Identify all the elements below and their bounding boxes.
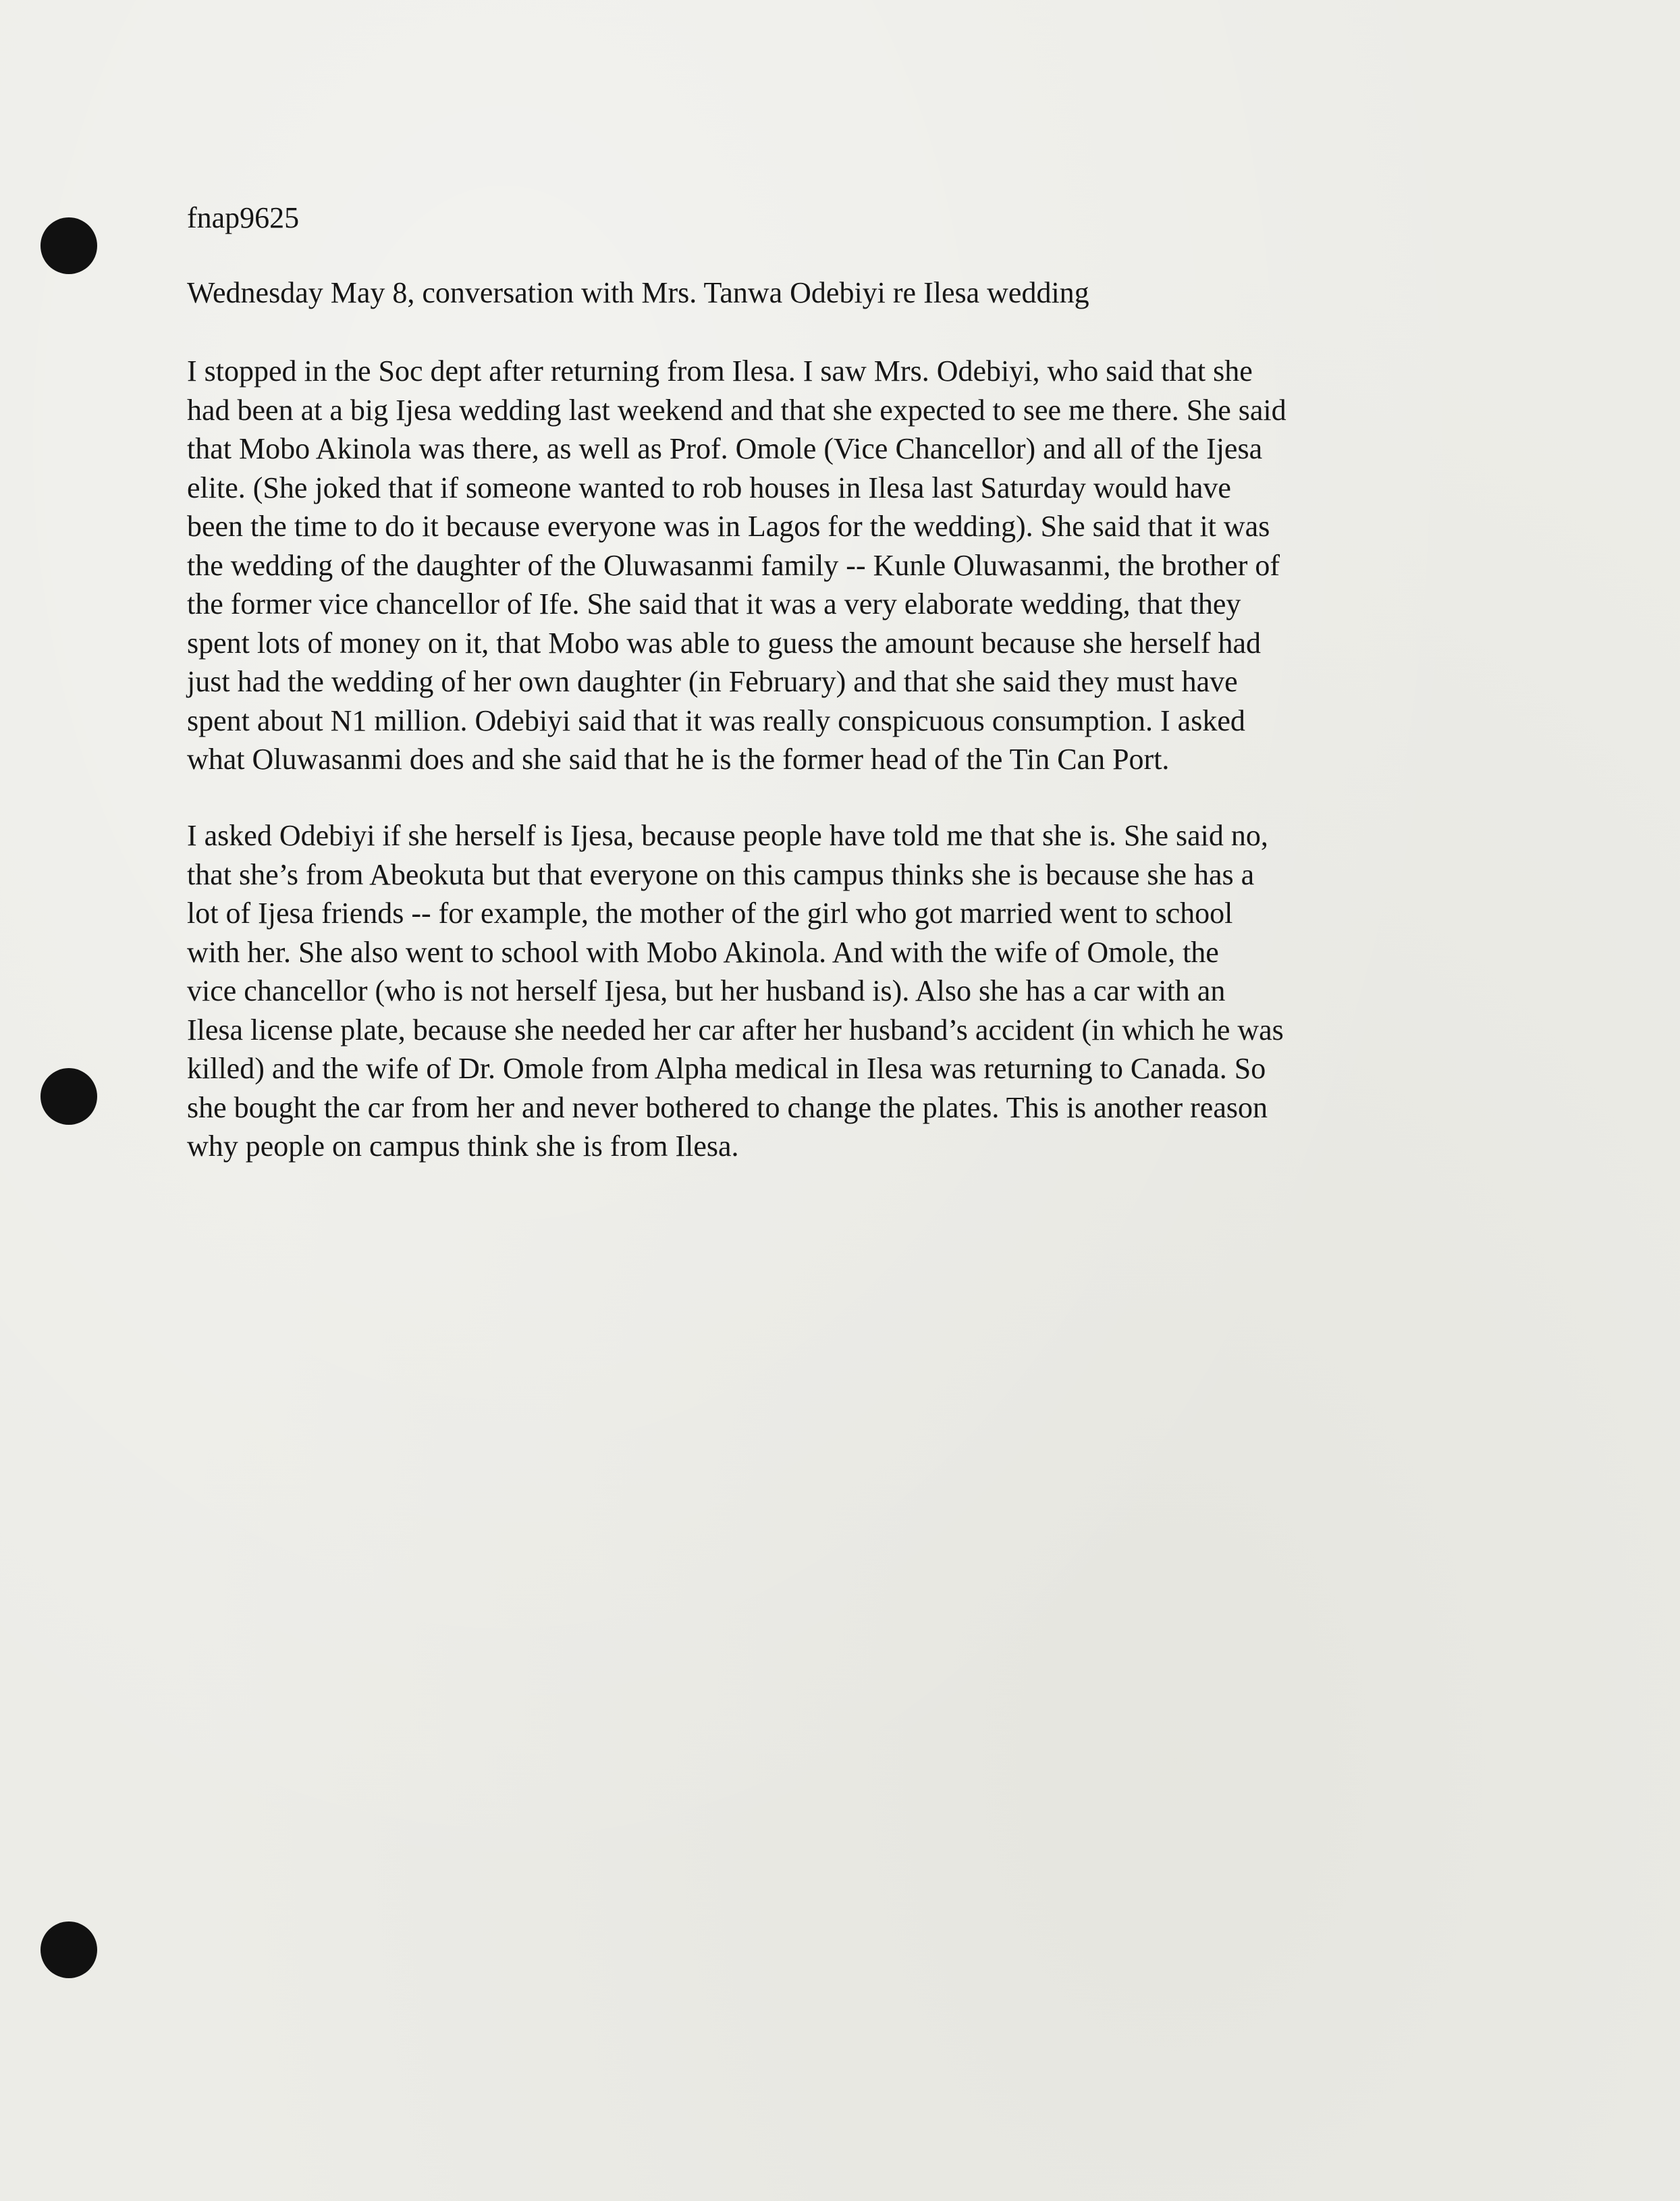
- text-line: spent about N1 million. Odebiyi said that it was really conspicuous consumption. I asked: [187, 704, 1245, 737]
- text-line: spent lots of money on it, that Mobo was able to guess the amount because she herself had: [187, 626, 1261, 660]
- text-line: vice chancellor (who is not herself Ijesa, but her husband is). Also she has a car with an: [187, 974, 1226, 1007]
- text-line: she bought the car from her and never bothered to change the plates. This is another reason: [187, 1090, 1268, 1124]
- text-line: the wedding of the daughter of the Oluwasanmi family -- Kunle Oluwasanmi, the brother of: [187, 548, 1280, 582]
- punch-hole-middle: [40, 1068, 97, 1125]
- punch-hole-top: [40, 217, 97, 274]
- text-line: why people on campus think she is from Ilesa.: [187, 1130, 739, 1163]
- text-line: I asked Odebiyi if she herself is Ijesa, because people have told me that she is. She said no,: [187, 819, 1268, 852]
- text-line: been the time to do it because everyone was in Lagos for the wedding). She said that it was: [187, 510, 1270, 543]
- document-reference: fnap9625: [187, 201, 300, 234]
- document-heading: Wednesday May 8, conversation with Mrs. Tanwa Odebiyi re Ilesa wedding: [187, 276, 1089, 309]
- punch-hole-bottom: [40, 1921, 97, 1978]
- text-line: that Mobo Akinola was there, as well as Prof. Omole (Vice Chancellor) and all of the Ijesa: [187, 432, 1263, 465]
- text-line: that she’s from Abeokuta but that everyone on this campus thinks she is because she has a: [187, 857, 1255, 891]
- text-line: with her. She also went to school with Mobo Akinola. And with the wife of Omole, the: [187, 935, 1219, 969]
- text-line: what Oluwasanmi does and she said that he is the former head of the Tin Can Port.: [187, 743, 1170, 776]
- text-line: I stopped in the Soc dept after returning from Ilesa. I saw Mrs. Odebiyi, who said that she: [187, 354, 1253, 388]
- paragraph-2: [187, 816, 1483, 1166]
- text-line: had been at a big Ijesa wedding last weekend and that she expected to see me there. She said: [187, 393, 1286, 427]
- paragraph-1: [187, 352, 1483, 779]
- text-line: killed) and the wife of Dr. Omole from Alpha medical in Ilesa was returning to Canada. So: [187, 1052, 1266, 1085]
- text-line: just had the wedding of her own daughter (in February) and that she said they must have: [187, 665, 1238, 698]
- text-line: the former vice chancellor of Ife. She said that it was a very elaborate wedding, that they: [187, 587, 1241, 620]
- text-line: Ilesa license plate, because she needed her car after her husband’s accident (in which he was: [187, 1013, 1284, 1046]
- text-line: lot of Ijesa friends -- for example, the mother of the girl who got married went to school: [187, 897, 1233, 930]
- text-line: elite. (She joked that if someone wanted to rob houses in Ilesa last Saturday would have: [187, 471, 1231, 504]
